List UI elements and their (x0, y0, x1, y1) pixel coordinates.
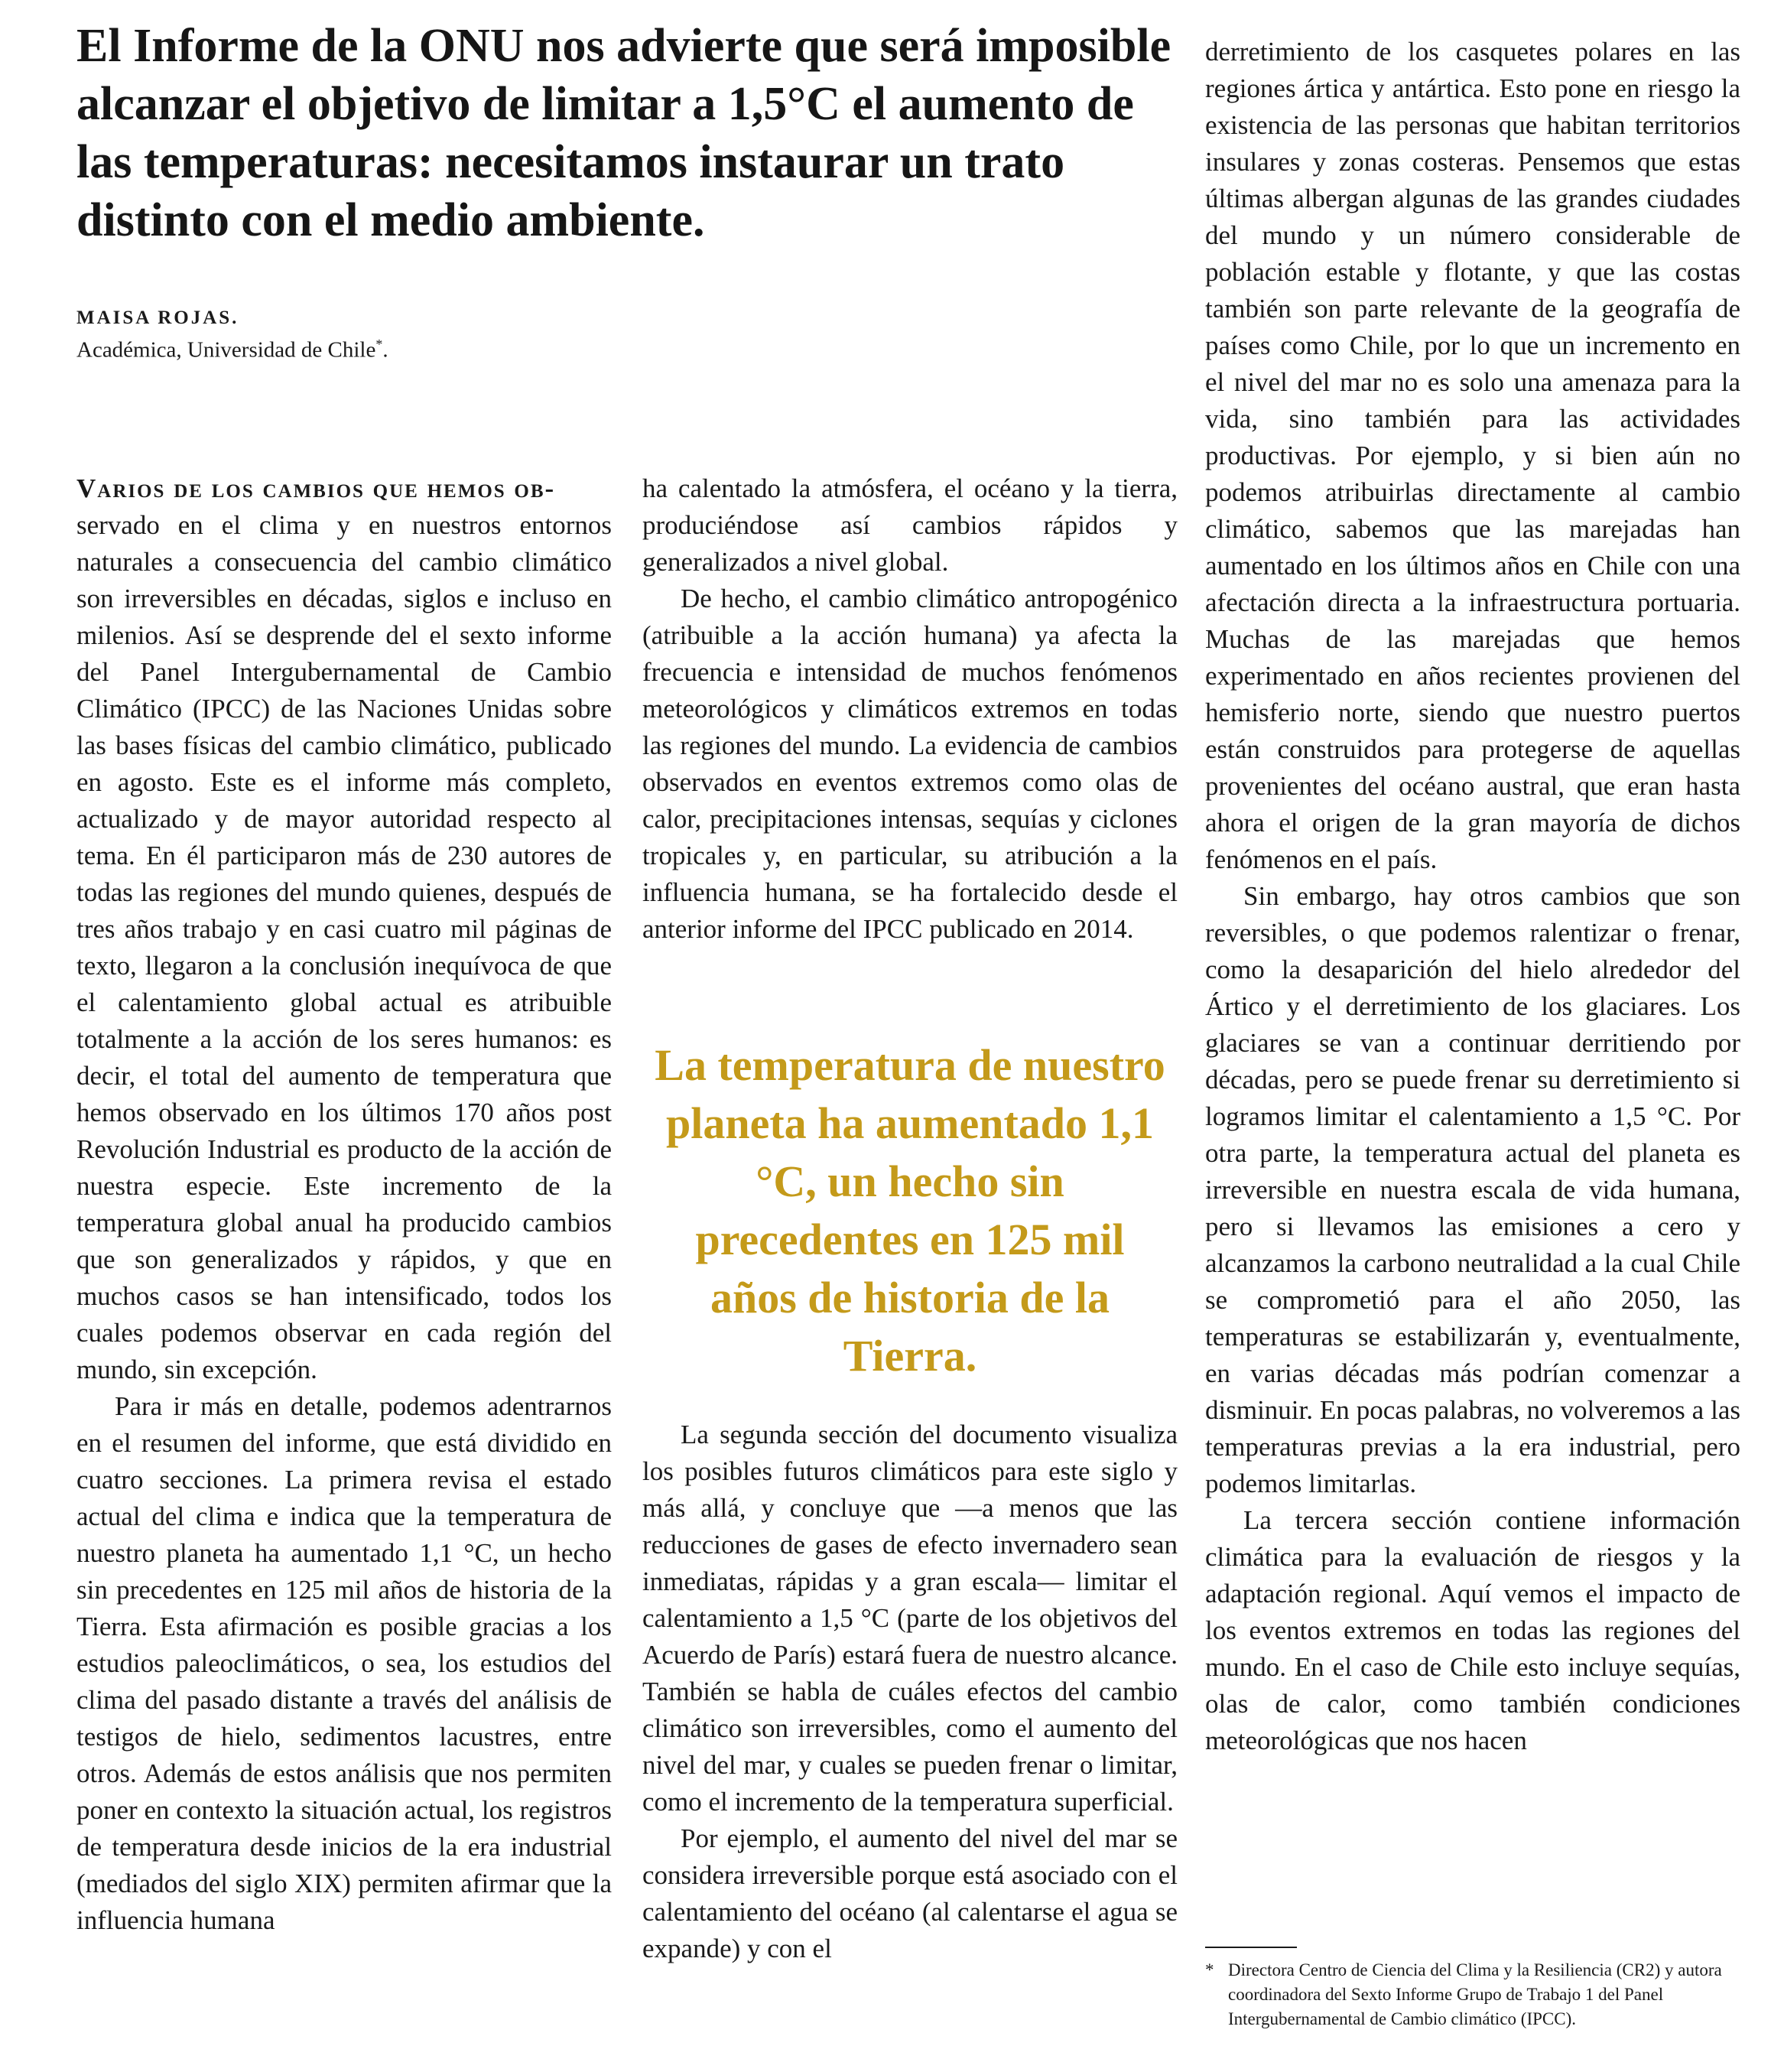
paragraph: La tercera sección contiene información climática para la evaluación de riesgos y la adaptación regional. Aquí vemos el impacto de los eventos extremos en todas las regiones del mundo. En el caso de Chile esto incluye sequías, olas de calor, como también condiciones meteorológicas que nos hacen (1205, 1505, 1740, 1755)
footnote-mark: * (1205, 1960, 1214, 1979)
paragraph: Por ejemplo, el aumento del nivel del mar se considera irreversible porque está asociado con el calentamiento del océano (al calentarse el agua se expande) y con el (642, 1823, 1178, 1963)
paragraph (76, 470, 612, 1388)
author-role-end: . (382, 337, 388, 363)
paragraph: Sin embargo, hay otros cambios que son reversibles, o que podemos ralentizar o frenar, como la desaparición del hielo alrededor del Ártico y el derretimiento de los glaciares. Los glaciares se van a continuar derritiendo por décadas, pero se puede frenar su derretimiento si logramos limitar el calentamiento a 1,5 °C. Por otra parte, la temperatura actual del planeta es irreversible en nuestra escala de vida humana, pero si llevamos las emisiones a cero y alcanzamos la carbono neutralidad a la cual Chile se comprometió para el año 2050, las temperaturas se estabilizarán y, eventualmente, en varias décadas más podrían comenzar a disminuir. En pocas palabras, no volveremos a las temperaturas previas a la era industrial, pero podemos limitarlas. (1205, 881, 1740, 1498)
footnote-text: Directora Centro de Ciencia del Clima y la Resiliencia (CR2) y autora coordinadora del Sexto Informe Grupo de Trabajo 1 del Panel Intergubernamental de Cambio climático (IPCC). (1228, 1960, 1722, 2028)
paragraph: De hecho, el cambio climático antropogénico (atribuible a la acción humana) ya afecta la frecuencia e intensidad de muchos fenómenos meteorológicos y climáticos extremos en todas las regiones del mundo. La evidencia de cambios observados en eventos extremos como olas de calor, precipitaciones intensas, sequías y ciclones tropicales y, en particular, su atribución a la influencia humana, se ha fortalecido desde el anterior informe del IPCC publicado en 2014. (642, 584, 1178, 944)
footnote-marker: * (375, 337, 383, 352)
paragraph: Para ir más en detalle, podemos adentrarnos en el resumen del informe, que está dividido en cuatro secciones. La primera revisa el estado actual del clima e indica que la temperatura de nuestro planeta ha aumentado 1,1 °C, un hecho sin precedentes en 125 mil años de historia de la Tierra. Esta afirmación es posible gracias a los estudios paleoclimáticos, o sea, los estudios del clima del pasado distante a través del análisis de testigos de hielo, sedimentos lacustres, entre otros. Además de estos análisis que nos permiten poner en contexto la situación actual, los registros de temperatura desde inicios de la era industrial (mediados del siglo XIX) permiten afirmar que la influencia humana (76, 1391, 612, 1935)
paragraph-text: servado en el clima y en nuestros entornos naturales a consecuencia del cambio climático son irreversibles en décadas, siglos e incluso en milenios. Así se desprende del el sexto informe del Panel Intergubernamental de Cambio Climático (IPCC) de las Naciones Unidas sobre las bases físicas del cambio climático, publicado en agosto. Este es el informe más completo, actualizado y de mayor autoridad respecto al tema. En él participaron más de 230 autores de todas las regiones del mundo quienes, después de tres años trabajo y en casi cuatro mil páginas de texto, llegaron a la conclusión inequívoca de que el calentamiento global actual es atribuible totalmente a la acción de los seres humanos: es decir, el total del aumento de temperatura que hemos observado en los últimos 170 años post Revolución Industrial es producto de la acción de nuestra especie. Este incremento de la temperatura global anual ha producido cambios que son generalizados y rápidos, y que en muchos casos se han intensificado, todos los cuales podemos observar en cada región del mundo, sin excepción. (76, 510, 612, 1384)
article-headline: El Informe de la ONU nos advierte que será imposible alcanzar el objetivo de limitar a 1,5°C el aumento de las temperaturas: necesitamos instaurar un trato distinto con el medio ambiente. (76, 20, 1171, 246)
author-role-text: Académica, Universidad de Chile (76, 337, 376, 363)
pull-quote: La temperatura de nuestro planeta ha aumentado 1,1 °C, un hecho sin precedentes en 125 mil años de historia de la Tierra. (655, 1040, 1165, 1381)
paragraph: La segunda sección del documento visualiza los posibles futuros climáticos para este siglo y más allá, y concluye que —a menos que las reducciones de gases de efecto invernadero sean inmediatas, rápidas y a gran escala— limitar el calentamiento a 1,5 °C (parte de los objetivos del Acuerdo de París) estará fuera de nuestro alcance. También se habla de cuáles efectos del cambio climático son irreversibles, como el aumento del nivel del mar, y cuales se pueden frenar o limitar, como el incremento de la temperatura superficial. (642, 1420, 1178, 1817)
text-column-2 (642, 470, 1178, 948)
author-name: MAISA ROJAS. (76, 307, 239, 328)
footnote (1205, 1958, 1740, 2031)
author-affiliation (76, 337, 388, 363)
paragraph: ha calentado la atmósfera, el océano y la tierra, produciéndose así cambios rápidos y generalizados a nivel global. (642, 473, 1178, 577)
paragraph: derretimiento de los casquetes polares en las regiones ártica y antártica. Esto pone en riesgo la existencia de las personas que habitan territorios insulares y zonas costeras. Pensemos que estas últimas albergan algunas de las grandes ciudades del mundo y un número considerable de población estable y flotante, y que las costas también son parte relevante de la geografía de países como Chile, por lo que un incremento en el nivel del mar no es solo una amenaza para la vida, sino también para las actividades productivas. Por ejemplo, y si bien aún no podemos atribuirlas directamente al cambio climático, sabemos que las marejadas han aumentado en los últimos años en Chile con una afectación directa a la infraestructura portuaria. Muchas de las marejadas que hemos experimentado en años recientes provienen del hemisferio norte, siendo que nuestro puertos están construidos para protegerse de aquellas provenientes del océano austral, que eran hasta ahora el origen de la gran mayoría de dichos fenómenos en el país. (1205, 37, 1740, 874)
text-column-2-lower (642, 1417, 1178, 1967)
footnote-divider (1205, 1947, 1297, 1948)
text-column-3 (1205, 34, 1740, 1759)
text-column-1 (76, 470, 612, 1939)
lead-in: Varios de los cambios que hemos ob- (76, 473, 556, 503)
